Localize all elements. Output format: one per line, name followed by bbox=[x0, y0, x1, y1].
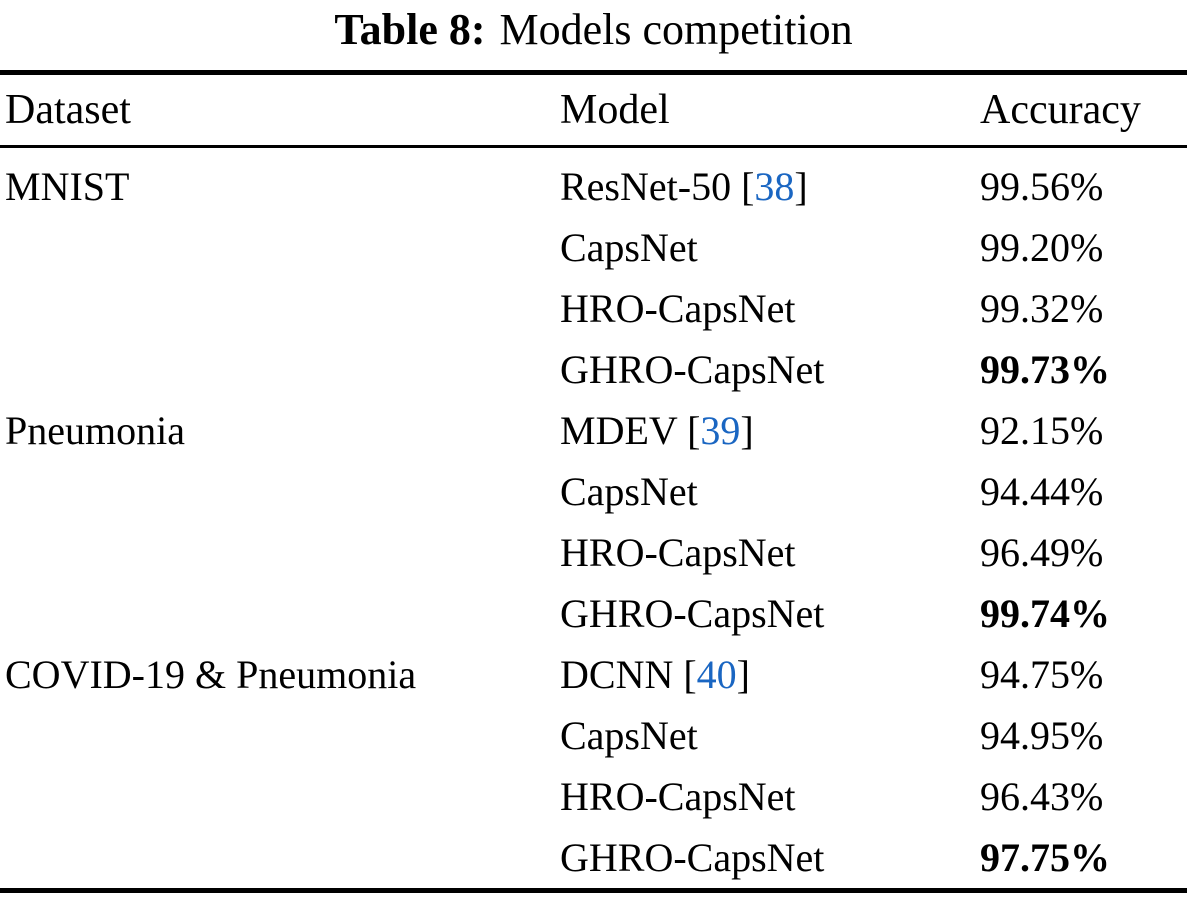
table-row bbox=[0, 644, 1187, 705]
accuracy-cell: 99.73% bbox=[980, 347, 1110, 392]
column-header-accuracy: Accuracy bbox=[980, 73, 1187, 147]
dataset-cell bbox=[0, 278, 560, 339]
model-cell bbox=[560, 522, 980, 583]
model-cell bbox=[560, 705, 980, 766]
dataset-cell bbox=[0, 766, 560, 827]
accuracy-cell: 99.20% bbox=[980, 225, 1104, 270]
accuracy-cell: 96.43% bbox=[980, 774, 1104, 819]
model-cell bbox=[560, 278, 980, 339]
citation-link[interactable]: 38 bbox=[754, 164, 795, 209]
dataset-cell bbox=[0, 583, 560, 644]
model-cell bbox=[560, 827, 980, 891]
table-body bbox=[0, 147, 1187, 891]
dataset-cell bbox=[0, 827, 560, 891]
table-caption-label: Table 8: bbox=[334, 5, 486, 54]
table-row bbox=[0, 461, 1187, 522]
dataset-cell bbox=[0, 522, 560, 583]
citation-link[interactable]: 39 bbox=[700, 408, 741, 453]
model-name: CapsNet bbox=[560, 469, 698, 514]
model-cell bbox=[560, 583, 980, 644]
accuracy-cell: 92.15% bbox=[980, 408, 1104, 453]
model-cell: DCNN [40] bbox=[560, 652, 750, 697]
model-name: HRO-CapsNet bbox=[560, 286, 796, 331]
accuracy-cell: 94.75% bbox=[980, 652, 1104, 697]
dataset-cell: MNIST bbox=[5, 164, 130, 209]
model-name: MDEV bbox=[560, 408, 678, 453]
table-row bbox=[0, 766, 1187, 827]
model-cell: ResNet-50 [38] bbox=[560, 164, 808, 209]
model-name: GHRO-CapsNet bbox=[560, 835, 825, 880]
table-row bbox=[0, 278, 1187, 339]
accuracy-cell: 96.49% bbox=[980, 530, 1104, 575]
table-row bbox=[0, 400, 1187, 461]
header-row bbox=[0, 73, 1187, 147]
table-row bbox=[0, 827, 1187, 891]
column-header-model: Model bbox=[560, 73, 980, 147]
table-row bbox=[0, 583, 1187, 644]
model-name: HRO-CapsNet bbox=[560, 774, 796, 819]
table-row bbox=[0, 705, 1187, 766]
model-name: DCNN bbox=[560, 652, 674, 697]
accuracy-cell: 99.32% bbox=[980, 286, 1104, 331]
model-cell bbox=[560, 217, 980, 278]
accuracy-cell: 97.75% bbox=[980, 835, 1110, 880]
citation-link[interactable]: 40 bbox=[696, 652, 737, 697]
model-name: HRO-CapsNet bbox=[560, 530, 796, 575]
model-name: CapsNet bbox=[560, 225, 698, 270]
model-cell bbox=[560, 339, 980, 400]
table-caption bbox=[0, 0, 1187, 70]
model-name: GHRO-CapsNet bbox=[560, 591, 825, 636]
model-cell: MDEV [39] bbox=[560, 408, 754, 453]
model-name: GHRO-CapsNet bbox=[560, 347, 825, 392]
table-row bbox=[0, 147, 1187, 218]
table-caption-text: Models competition bbox=[499, 5, 853, 54]
dataset-cell bbox=[0, 705, 560, 766]
model-cell bbox=[560, 766, 980, 827]
model-name: CapsNet bbox=[560, 713, 698, 758]
results-table bbox=[0, 70, 1187, 893]
table-row bbox=[0, 339, 1187, 400]
accuracy-cell: 99.56% bbox=[980, 164, 1104, 209]
dataset-cell bbox=[0, 461, 560, 522]
table-row bbox=[0, 217, 1187, 278]
dataset-cell: COVID-19 & Pneumonia bbox=[5, 652, 417, 697]
accuracy-cell: 99.74% bbox=[980, 591, 1110, 636]
table-row bbox=[0, 522, 1187, 583]
dataset-cell: Pneumonia bbox=[5, 408, 185, 453]
table-header bbox=[0, 73, 1187, 147]
dataset-cell bbox=[0, 339, 560, 400]
model-name: ResNet-50 bbox=[560, 164, 732, 209]
dataset-cell bbox=[0, 217, 560, 278]
model-cell bbox=[560, 461, 980, 522]
column-header-dataset: Dataset bbox=[0, 73, 560, 147]
accuracy-cell: 94.95% bbox=[980, 713, 1104, 758]
accuracy-cell: 94.44% bbox=[980, 469, 1104, 514]
